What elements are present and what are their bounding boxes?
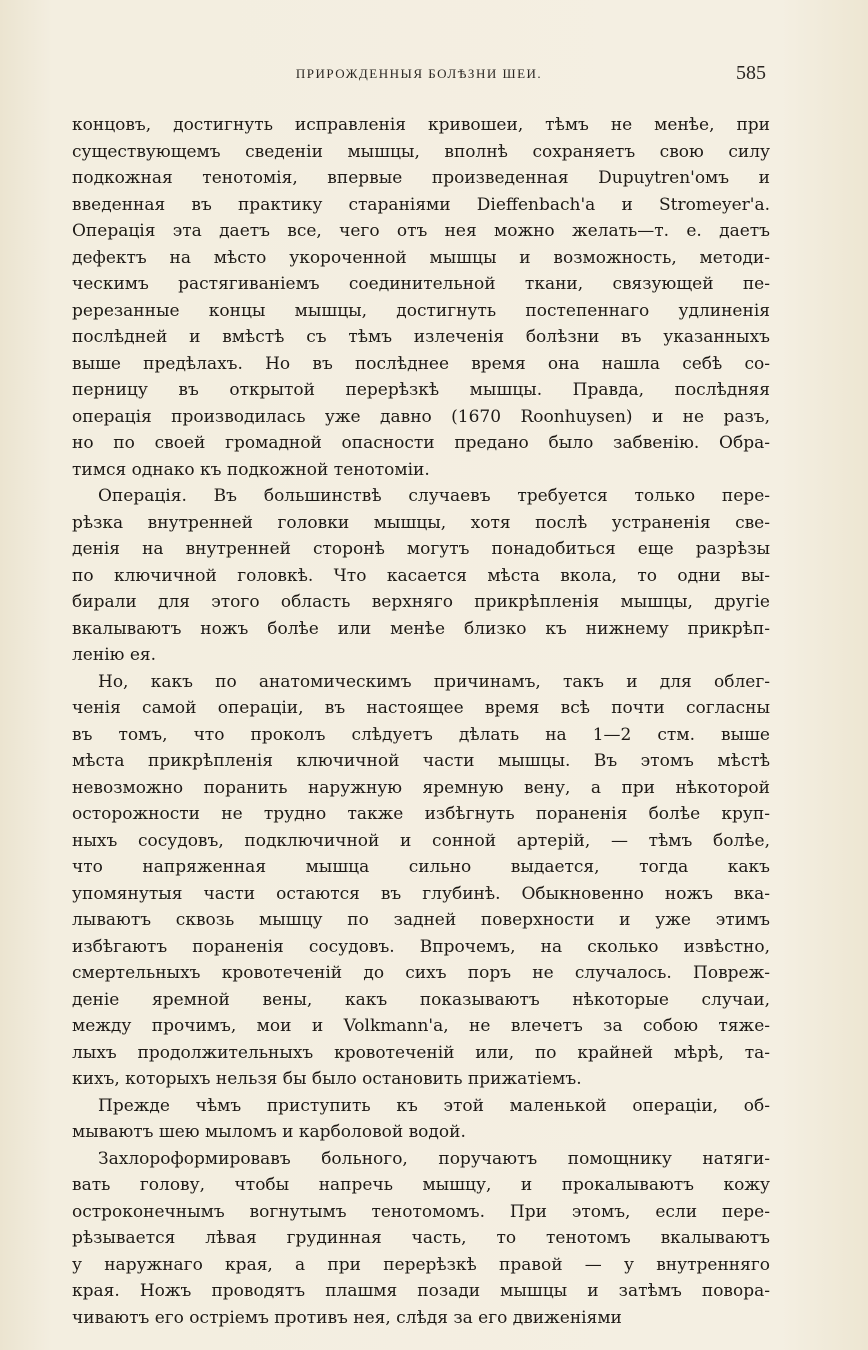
text-line: вать голову, чтобы напречь мышцу, и прокалываютъ кожу — [72, 1175, 770, 1195]
text-line: ленію ея. — [72, 645, 157, 665]
page-header — [72, 62, 766, 92]
text-line: мѣста прикрѣпленія ключичной части мышцы. Въ этомъ мѣстѣ — [72, 751, 770, 771]
paragraph — [72, 1093, 770, 1146]
paragraph — [72, 112, 770, 483]
text-line: операція производилась уже давно (1670 Roonhuysen) и не разъ, — [72, 406, 770, 427]
text-line: лываютъ сквозь мышцу по задней поверхности и уже этимъ — [72, 910, 770, 930]
text-line: но по своей громадной опасности предано было забвенію. Обра- — [72, 433, 770, 453]
text-line: между прочимъ, мои и Volkmann'а, не влечетъ за собою тяже- — [72, 1016, 770, 1036]
text-line: у наружнаго края, а при перерѣзкѣ правой — у внутренняго — [72, 1254, 770, 1275]
text-line: послѣдней и вмѣстѣ съ тѣмъ излеченія болѣзни въ указанныхъ — [72, 327, 770, 347]
text-line: тимся однако къ подкожной тенотоміи. — [72, 459, 430, 480]
page-body — [72, 112, 770, 1331]
text-line: дефектъ на мѣсто укороченной мышцы и возможность, методи- — [72, 247, 770, 268]
text-line: ческимъ растягиваніемъ соединительной ткани, связующей пе- — [72, 274, 770, 294]
text-line: избѣгаютъ пораненія сосудовъ. Впрочемъ, на сколько извѣстно, — [72, 936, 770, 957]
text-line: существующемъ сведеніи мышцы, вполнѣ сохраняетъ свою силу — [72, 141, 770, 162]
page-number: 585 — [736, 62, 766, 84]
text-line: Прежде чѣмъ приступить къ этой маленькой операціи, об- — [98, 1095, 770, 1116]
text-line: ререзанные концы мышцы, достигнуть постепеннаго удлиненія — [72, 300, 770, 321]
text-line: рѣзывается лѣвая грудинная часть, то тенотомъ вкалываютъ — [72, 1228, 770, 1248]
text-line: смертельныхъ кровотеченій до сихъ поръ не случалось. Повреж- — [72, 963, 770, 983]
text-line: деніе яремной вены, какъ показываютъ нѣкоторые случаи, — [72, 989, 770, 1010]
text-line: чиваютъ его остріемъ противъ нея, слѣдя за его движеніями — [72, 1307, 622, 1328]
text-line: остроконечнымъ вогнутымъ тенотомомъ. При этомъ, если пере- — [72, 1201, 770, 1222]
text-line: края. Ножъ проводятъ плашмя позади мышцы и затѣмъ повора- — [72, 1281, 770, 1301]
text-line: рѣзка внутренней головки мышцы, хотя послѣ устраненія све- — [72, 512, 770, 533]
text-line: введенная въ практику стараніями Dieffenbach'а и Stromeyer'а. — [72, 194, 770, 215]
text-line: упомянутыя части остаются въ глубинѣ. Обыкновенно ножъ вка- — [72, 883, 770, 904]
text-line: Операція эта даетъ все, чего отъ нея можно желать—т. е. даетъ — [72, 221, 770, 241]
text-line: выше предѣлахъ. Но въ послѣднее время она нашла себѣ со- — [72, 353, 770, 374]
text-line: Захлороформировавъ больного, поручаютъ помощнику натяги- — [98, 1148, 770, 1169]
text-line: Но, какъ по анатомическимъ причинамъ, такъ и для облег- — [98, 671, 770, 692]
text-line: бирали для этого область верхняго прикрѣпленія мышцы, другіе — [72, 592, 770, 612]
text-line: ныхъ сосудовъ, подключичной и сонной артерій, — тѣмъ болѣе, — [72, 830, 770, 851]
paragraph — [72, 483, 770, 669]
text-line: что напряженная мышца сильно выдается, тогда какъ — [72, 857, 770, 877]
text-line: лыхъ продолжительныхъ кровотеченій или, по крайней мѣрѣ, та- — [72, 1042, 770, 1063]
text-line: Операція. Въ большинствѣ случаевъ требуется только пере- — [98, 486, 770, 506]
text-line: мываютъ шею мыломъ и карболовой водой. — [72, 1122, 466, 1142]
text-line: въ томъ, что проколъ слѣдуетъ дѣлать на 1—2 стм. выше — [72, 724, 770, 745]
text-line: кихъ, которыхъ нельзя бы было остановить прижатіемъ. — [72, 1069, 582, 1089]
text-line: ченія самой операціи, въ настоящее время всѣ почти согласны — [72, 698, 770, 718]
text-line: по ключичной головкѣ. Что касается мѣста вкола, то одни вы- — [72, 565, 770, 586]
paragraph — [72, 669, 770, 1093]
paragraph — [72, 1146, 770, 1332]
text-line: концовъ, достигнуть исправленія кривошеи, тѣмъ не менѣе, при — [72, 115, 770, 135]
text-line: вкалываютъ ножъ болѣе или менѣе близко къ нижнему прикрѣп- — [72, 618, 770, 639]
text-line: осторожности не трудно также избѣгнуть пораненія болѣе круп- — [72, 804, 770, 824]
text-line: денія на внутренней сторонѣ могутъ понадобиться еще разрѣзы — [72, 539, 770, 559]
text-line: невозможно поранить наружную яремную вену, а при нѣкоторой — [72, 777, 770, 798]
text-line: подкожная тенотомія, впервые произведенная Dupuytren'омъ и — [72, 168, 770, 188]
running-title: ПРИРОЖДЕННЫЯ БОЛѢЗНИ ШЕИ. — [295, 66, 543, 81]
text-line: перницу въ открытой перерѣзкѣ мышцы. Правда, послѣдняя — [72, 380, 770, 400]
